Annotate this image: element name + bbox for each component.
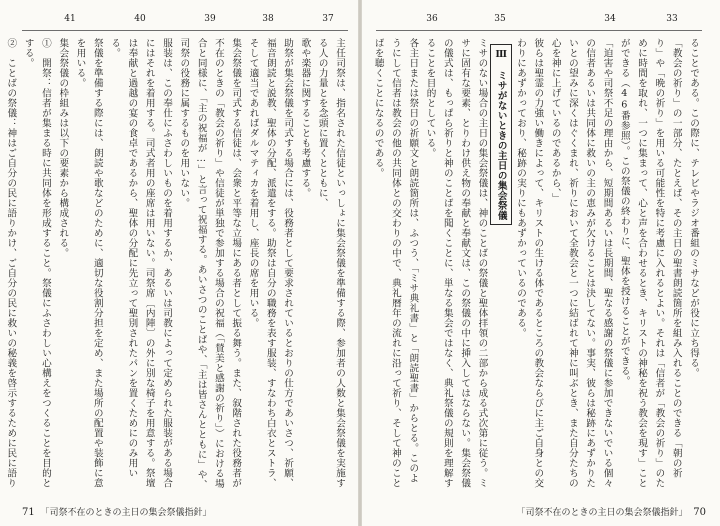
paragraph: 主任司祭は、指名された信徒といっしょに集会祭儀を準備する際、参加者の人数と集会祭儀を実施する人の力量とを念頭に置くとともに、	[316, 38, 345, 488]
paragraph: 祭儀を準備する際には、朗読や歌などのために、適切な役割分担を定め、また場所の配置や装飾に意を用いる。	[74, 38, 103, 488]
paragraph: 服装は、この奉仕にふさわしいものを着用するか、あるいは司教によって定められた服装がある場合にはそれを着用する。司式者用の座席は用いない。司祭席〔内陣〕の外に別な椅子を用意する。祭壇は奉献と過越の宴の食卓であるから、聖体の分配に先立って聖別されたパンを置くためにのみ用いる。	[109, 38, 173, 488]
column-number: 37	[322, 14, 334, 24]
right-page	[362, 0, 720, 526]
running-title: 「司祭不在のときの主日の集会祭儀指針」	[40, 508, 212, 518]
page-number: 71	[22, 507, 35, 518]
left-column-numbers	[0, 14, 358, 28]
right-footer	[517, 505, 706, 518]
top-rule	[22, 30, 348, 31]
column-number: 34	[604, 14, 616, 24]
list-item: ① 開祭：信者が集まる時に共同体を形成すること。祭儀にふさわしい心構えをつくることを目的とする。	[22, 38, 51, 488]
paragraph: ミサのない場合の主日の集会祭儀は、神のことばの祭儀と聖体拝領の二部から成る式次第に従う。ミサに固有な要素、とりわけ供え物の奉献と奉献文は、この祭儀の中に挿入してはならない。集会祭儀の儀式は、もっぱら祈りと神のことばを聞くことに、単なる集会ではなく、典礼祭儀の規則を理解することを目的としている。	[424, 38, 488, 488]
running-title: 「司祭不在のときの主日の集会祭儀指針」	[516, 508, 688, 518]
column-number: 36	[426, 14, 438, 24]
paragraph: 集会祭儀の枠組みは以下の要素から構成される。	[57, 38, 69, 258]
paragraph: 彼らは聖霊の力強い働きによって、キリストの生ける体であるところの教会ならびに主ご自身との交わりにあずかっており、秘跡の実りにもあずかっているのである。	[515, 38, 544, 488]
paragraph: 各主日または祭日の祈願文と朗読箇所は、ふつう、「ミサ典礼書」と「朗読聖書」からとる。このようにして信者は教会の他の共同体との交わりの中で、典礼暦年の流れに沿って祈り、そして神のことばを聴くことになるのである。	[372, 38, 419, 488]
paragraph: 助祭が集会祭儀を司式する場合には、役務者として要求されているとおりの仕方であいさつ、祈願、福音朗読と説教、聖体の分配、派遣をする。助祭は自分の職務を表す服装、すなわち白衣とストラ、そして適当であればダルマティカを着用し、座長の席を用いる。	[247, 38, 294, 488]
column-number: 33	[666, 14, 678, 24]
paragraph: 集会祭儀を司式する信徒は、会衆と平等な立場にある者として振る舞う。また、叙階された役務者が不在のときの「教会の祈り」や信徒が単独で参加する場合の祝福（「賛美と感謝の祈り」）における場合と同様に、「主の祝福が…」と言って祝福する。あいさつのことばや、「主は皆さんとともに」や、司祭の役務に属するものを用いない。	[178, 38, 242, 490]
column-number: 41	[64, 14, 76, 24]
top-rule	[376, 30, 702, 31]
paragraph: 歌や楽器に関することも考慮する。	[299, 38, 311, 198]
left-footer	[22, 505, 211, 518]
left-page	[0, 0, 358, 526]
section-heading: Ⅲ ミサがないときの主日の集会祭儀	[490, 44, 511, 225]
quotation: 「迫害や司祭不足の理由から、短期間あるいは長期間、聖なる感謝の祭儀に参加できないでいる個々の信者あるいは共同体に救いの主の恵みが欠けることは決してない。事実、彼らは秘跡にあずかりたいとの望みに深くはぐくまれ、祈りにおいて全教会と一つに結ばれて神に叫ぶとき、また自分たちの心を神に上げているのであるから、」	[549, 38, 613, 488]
page-number: 70	[693, 507, 706, 518]
column-number: 40	[134, 14, 146, 24]
right-body-text	[372, 38, 702, 490]
paragraph: ることである。この際に、テレビやラジオ番組のミサなどが役に立ち得る。	[688, 38, 699, 378]
paragraph: 「教会の祈り」の一部分、たとえば、その主日の聖書朗読箇所を組み入れることのできる「朝の祈り」や「晩の祈り」を用いる可能性を特に考慮に入れるとよい。それは「信者が「教会の祈り」のために時間を取れ、一つに集まって、心と声を合わせるとき、キリストの神秘を祝う教会を現す」ことができる（46番参照）。この祭儀の終わりに、聖体を授けることができる。	[618, 38, 682, 488]
left-body-text	[5, 38, 348, 490]
column-number: 35	[494, 14, 506, 24]
list-item: ② ことばの祭儀：神はご自分の民に語りかけ、ご自分の民に救いの秘義を啓示するために民に語り	[5, 38, 17, 488]
column-number: 39	[204, 14, 216, 24]
column-number: 38	[262, 14, 274, 24]
right-column-numbers	[362, 14, 720, 28]
